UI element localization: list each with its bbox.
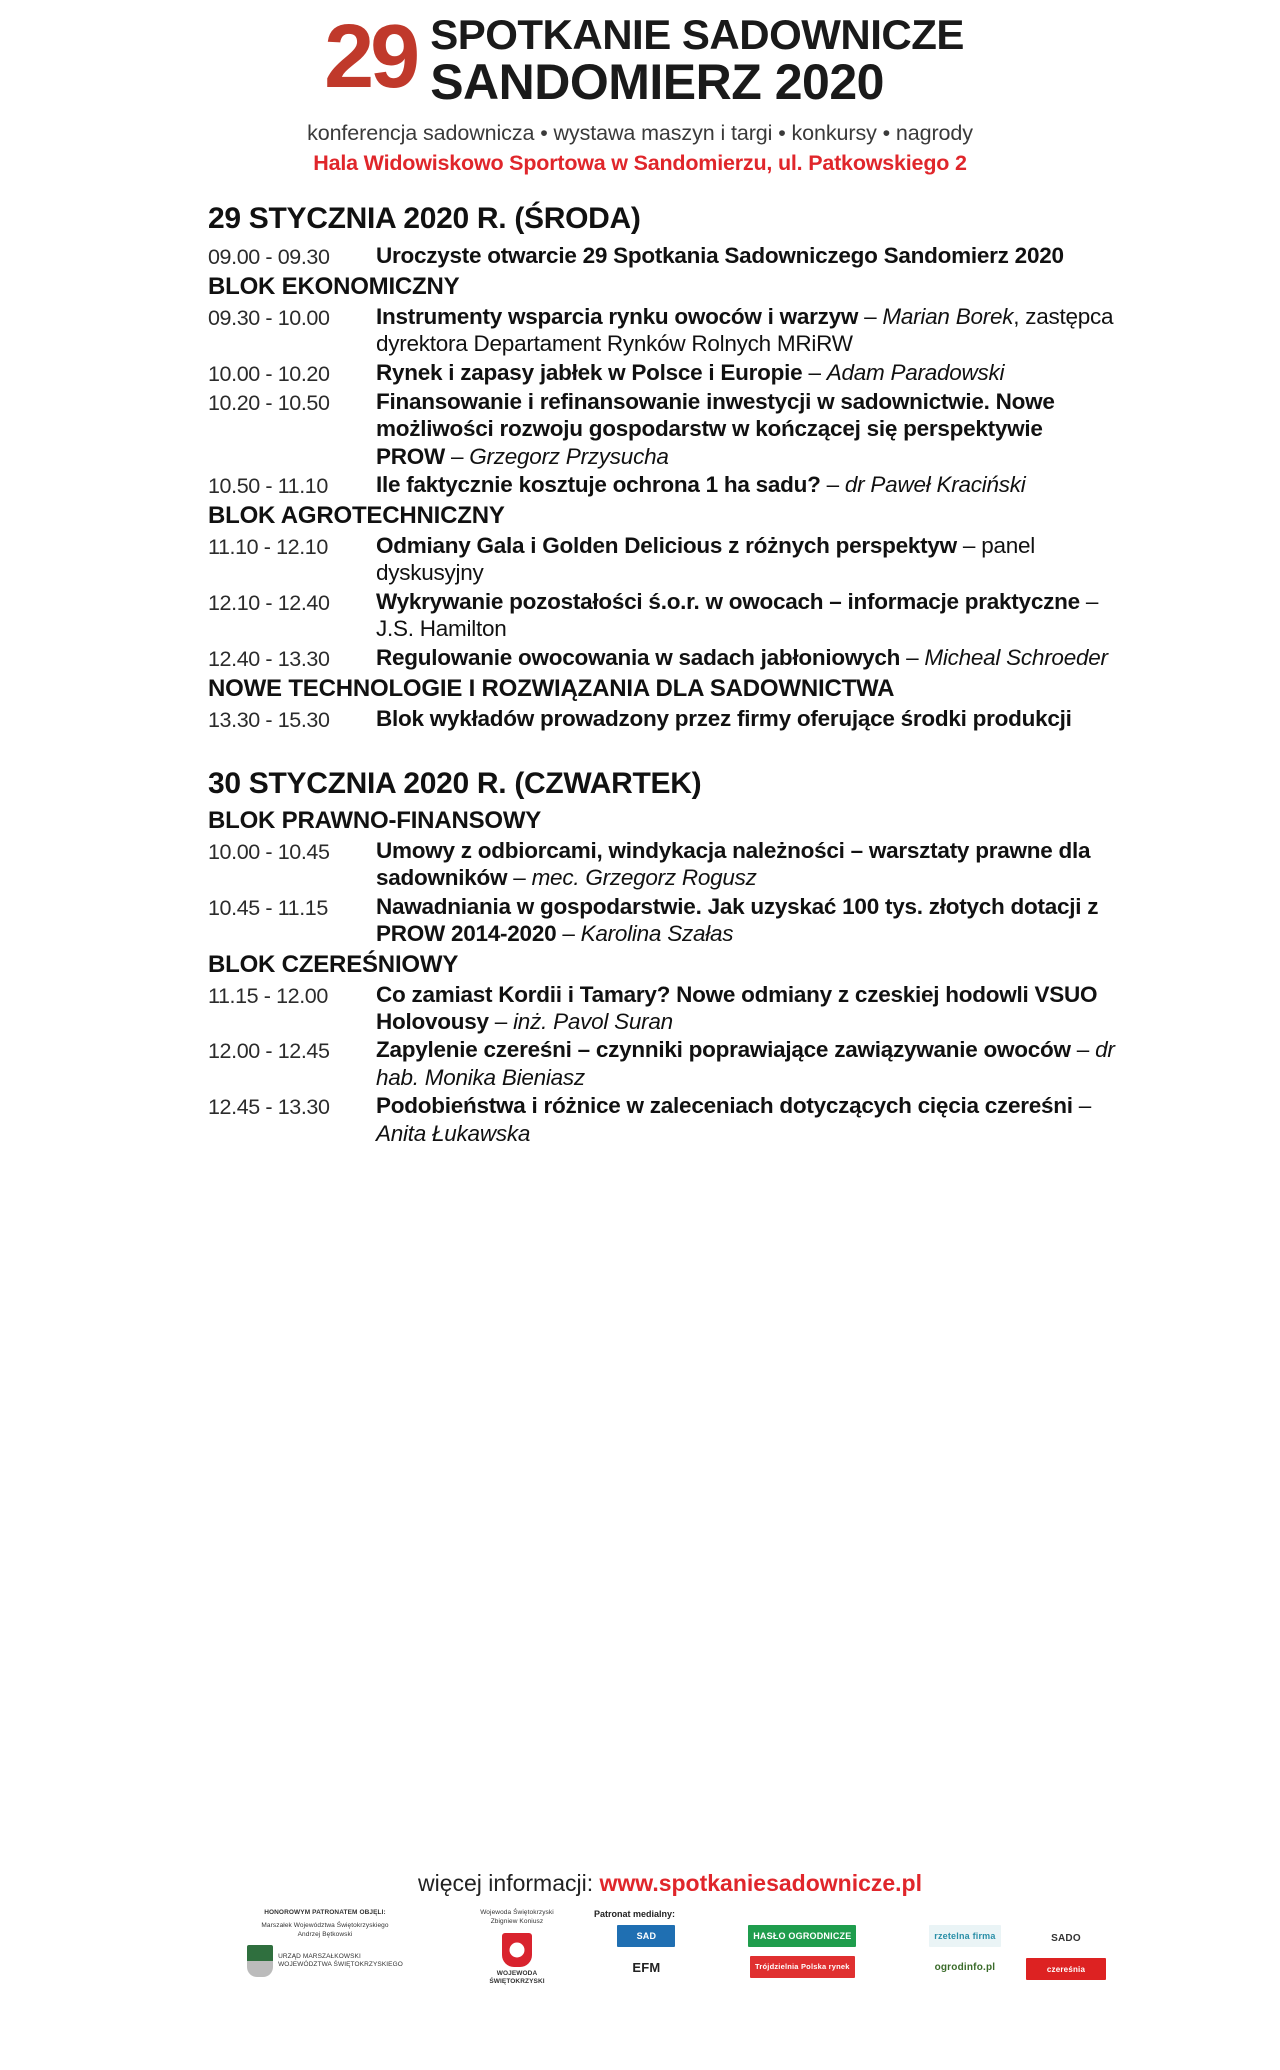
schedule-time: 09.00 - 09.30 [208, 244, 330, 269]
marshal-office-line-1: URZĄD MARSZAŁKOWSKI [278, 1952, 361, 1960]
schedule-row [208, 981, 1116, 1036]
schedule-description [376, 1092, 1116, 1147]
schedule-speaker: Karolina Szałas [580, 921, 734, 947]
schedule-title: Rynek i zapasy jabłek w Polsce i Europie [376, 359, 803, 385]
voivode-office-line-2: ŚWIĘTOKRZYSKI [489, 1978, 545, 1986]
schedule-speaker: Adam Paradowski [826, 359, 1005, 385]
schedule-time: 10.00 - 10.20 [208, 361, 330, 386]
schedule-description [376, 471, 1116, 498]
schedule-dash: – [900, 644, 925, 670]
coat-of-arms-icon [247, 1945, 273, 1977]
schedule-dash: – [820, 472, 845, 498]
voivode-line-2: Zbigniew Koniusz [490, 1917, 544, 1925]
schedule-description [376, 532, 1116, 587]
schedule-dash: – [956, 533, 982, 559]
schedule-row [208, 388, 1116, 470]
day-title: 30 STYCZNIA 2020 R. (CZWARTEK) [208, 766, 702, 800]
schedule-title: Odmiany Gala i Golden Delicious z różnych perspektyw [376, 533, 957, 559]
media-patronage-block [594, 1909, 1024, 1978]
schedule-dash: – [1070, 1037, 1096, 1063]
schedule-description [376, 837, 1116, 892]
schedule-description [376, 359, 1116, 386]
schedule-note: , zastępca dyrektora Departament Rynków Rolnych MRiRW [376, 303, 1114, 357]
schedule-time: 12.40 - 13.30 [208, 646, 330, 671]
media-logo-efm: EFM [617, 1956, 675, 1978]
schedule-speaker: Micheal Schroeder [924, 644, 1108, 670]
media-logo-rzetelna: rzetelna firma [929, 1925, 1000, 1947]
block-heading: BLOK PRAWNO-FINANSOWY [208, 806, 542, 834]
schedule-title: Nawadniania w gospodarstwie. Jak uzyskać 100 tys. złotych dotacji z PROW 2014-2020 [376, 893, 1099, 947]
media-logo-trojdzielnia: Trójdzielnia Polska rynek [750, 1956, 855, 1978]
schedule-dash: – [1072, 1093, 1092, 1119]
schedule-time: 12.10 - 12.40 [208, 590, 330, 615]
schedule-speaker: mec. Grzegorz Rogusz [531, 865, 757, 891]
schedule-title: Regulowanie owocowania w sadach jabłoniowych [376, 644, 901, 670]
schedule-dash: – [507, 865, 532, 891]
header-subtitle: konferencja sadownicza • wystawa maszyn i targi • konkursy • nagrody [307, 120, 973, 145]
schedule-row [208, 471, 1116, 499]
schedule-note: J.S. Hamilton [376, 616, 507, 642]
schedule-title: Umowy z odbiorcami, windykacja należności – warsztaty prawne dla sadowników [376, 837, 1091, 891]
voivode-office-line-1: WOJEWODA [496, 1969, 538, 1977]
schedule-speaker: Marian Borek [882, 303, 1014, 329]
schedule-dash: – [445, 443, 470, 469]
schedule-time: 10.45 - 11.15 [208, 895, 328, 920]
schedule-description [376, 981, 1116, 1036]
title-line-1: SPOTKANIE SADOWNICZE [430, 11, 964, 58]
honorary-patronage-label: HONOROWYM PATRONATEM OBJĘLI: [264, 1909, 386, 1916]
schedule-time: 10.50 - 11.10 [208, 474, 328, 499]
schedule-row [208, 532, 1116, 587]
schedule-description [376, 1036, 1116, 1091]
header-venue: Hala Widowiskowo Sportowa w Sandomierzu, ul. Patkowskiego 2 [313, 150, 967, 175]
schedule-title: Zapylenie czereśni – czynniki poprawiające zawiązywanie owoców [376, 1037, 1071, 1063]
schedule-title: Blok wykładów prowadzony przez firmy oferujące środki produkcji [376, 705, 1072, 731]
schedule-time: 10.20 - 10.50 [208, 390, 330, 415]
schedule [150, 176, 1130, 1147]
schedule-title: Wykrywanie pozostałości ś.o.r. w owocach – informacje praktyczne [376, 588, 1080, 614]
schedule-description [376, 893, 1116, 948]
marshal-office-line-2: WOJEWÓDZTWA ŚWIĘTOKRZYSKIEGO [278, 1961, 403, 1969]
media-logo-sado: SADO [1026, 1927, 1106, 1949]
title-stack [430, 11, 964, 110]
day-title: 29 STYCZNIA 2020 R. (ŚRODA) [208, 201, 641, 235]
logo-strip [150, 1897, 1130, 1987]
marshal-line-2: Andrzej Bętkowski [297, 1930, 353, 1938]
marshal-patron-block [210, 1909, 440, 1977]
more-info-label: więcej informacji: [418, 1870, 600, 1896]
poster-footer [150, 1870, 1130, 2070]
schedule-title: Co zamiast Kordii i Tamary? Nowe odmiany z czeskiej hodowli VSUO Holovousy [376, 981, 1098, 1034]
media-patronage-label: Patronat medialny: [594, 1909, 676, 1919]
schedule-dash: – [556, 921, 581, 947]
schedule-speaker: Anita Łukawska [376, 1120, 531, 1146]
schedule-time: 13.30 - 15.30 [208, 707, 330, 732]
polish-eagle-icon [502, 1933, 532, 1967]
schedule-speaker: inż. Pavol Suran [513, 1008, 673, 1034]
schedule-title: Ile faktycznie kosztuje ochrona 1 ha sadu? [376, 472, 821, 498]
schedule-description [376, 705, 1116, 732]
marshal-line-1: Marszałek Województwa Świętokrzyskiego [261, 1921, 389, 1929]
more-info [150, 1870, 1130, 1897]
edition-number: 29 [324, 7, 417, 107]
schedule-time: 10.00 - 10.45 [208, 839, 330, 864]
schedule-speaker: dr hab. Monika Bieniasz [376, 1037, 1115, 1090]
title-line-2: SANDOMIERZ 2020 [430, 53, 884, 110]
schedule-note: panel dyskusyjny [376, 533, 1036, 586]
title-row [150, 7, 1130, 110]
schedule-row [208, 242, 1116, 270]
schedule-title: Instrumenty wsparcia rynku owoców i warzyw [376, 303, 859, 329]
schedule-description [376, 303, 1116, 358]
block-heading: BLOK AGROTECHNICZNY [208, 502, 505, 530]
media-logo-grid [594, 1925, 1024, 1978]
schedule-row [208, 893, 1116, 948]
media-logo-sad: SAD [617, 1925, 675, 1947]
schedule-time: 12.45 - 13.30 [208, 1095, 330, 1120]
schedule-time: 09.30 - 10.00 [208, 305, 330, 330]
block-heading: BLOK EKONOMICZNY [208, 272, 460, 300]
block-heading: NOWE TECHNOLOGIE I ROZWIĄZANIA DLA SADOWNICTWA [208, 674, 895, 702]
media-logo-ogrodinfo: ogrodinfo.pl [930, 1956, 1001, 1978]
schedule-dash: – [488, 1008, 514, 1034]
schedule-description [376, 388, 1116, 470]
schedule-row [208, 705, 1116, 733]
schedule-row [208, 1036, 1116, 1091]
schedule-row [208, 837, 1116, 892]
schedule-row [208, 303, 1116, 358]
schedule-dash: – [1079, 588, 1099, 614]
schedule-description [376, 242, 1116, 269]
website-url[interactable]: www.spotkaniesadownicze.pl [599, 1870, 922, 1896]
schedule-dash: – [858, 303, 883, 329]
media-logo-haslo: HASŁO OGRODNICZE [748, 1925, 856, 1947]
schedule-title: Uroczyste otwarcie 29 Spotkania Sadowniczego Sandomierz 2020 [376, 242, 1064, 268]
schedule-time: 11.10 - 12.10 [208, 535, 328, 560]
schedule-description [376, 588, 1116, 643]
schedule-speaker: dr Paweł Kraciński [844, 472, 1026, 498]
schedule-dash: – [802, 359, 827, 385]
extra-media-block [1026, 1909, 1106, 1980]
schedule-row [208, 588, 1116, 643]
schedule-description [376, 644, 1116, 671]
schedule-time: 12.00 - 12.45 [208, 1039, 330, 1064]
media-logo-czeresnia: czereśnia [1026, 1958, 1106, 1980]
poster [150, 0, 1130, 2070]
schedule-row [208, 1092, 1116, 1147]
schedule-title: Podobieństwa i różnice w zaleceniach dotyczących cięcia czereśni [376, 1093, 1073, 1119]
block-heading: BLOK CZEREŚNIOWY [208, 950, 459, 978]
voivode-line-1: Wojewoda Świętokrzyski [480, 1909, 554, 1916]
schedule-time: 11.15 - 12.00 [208, 983, 328, 1008]
schedule-speaker: Grzegorz Przysucha [469, 443, 669, 469]
schedule-row [208, 644, 1116, 672]
schedule-title: Finansowanie i refinansowanie inwestycji w sadownictwie. Nowe możliwości rozwoju gospodarstw w kończącej się perspektywie PROW [376, 388, 1055, 469]
poster-header [150, 0, 1130, 176]
marshal-crest-wrap [210, 1945, 440, 1977]
voivode-patron-block [442, 1909, 592, 1987]
schedule-row [208, 359, 1116, 387]
